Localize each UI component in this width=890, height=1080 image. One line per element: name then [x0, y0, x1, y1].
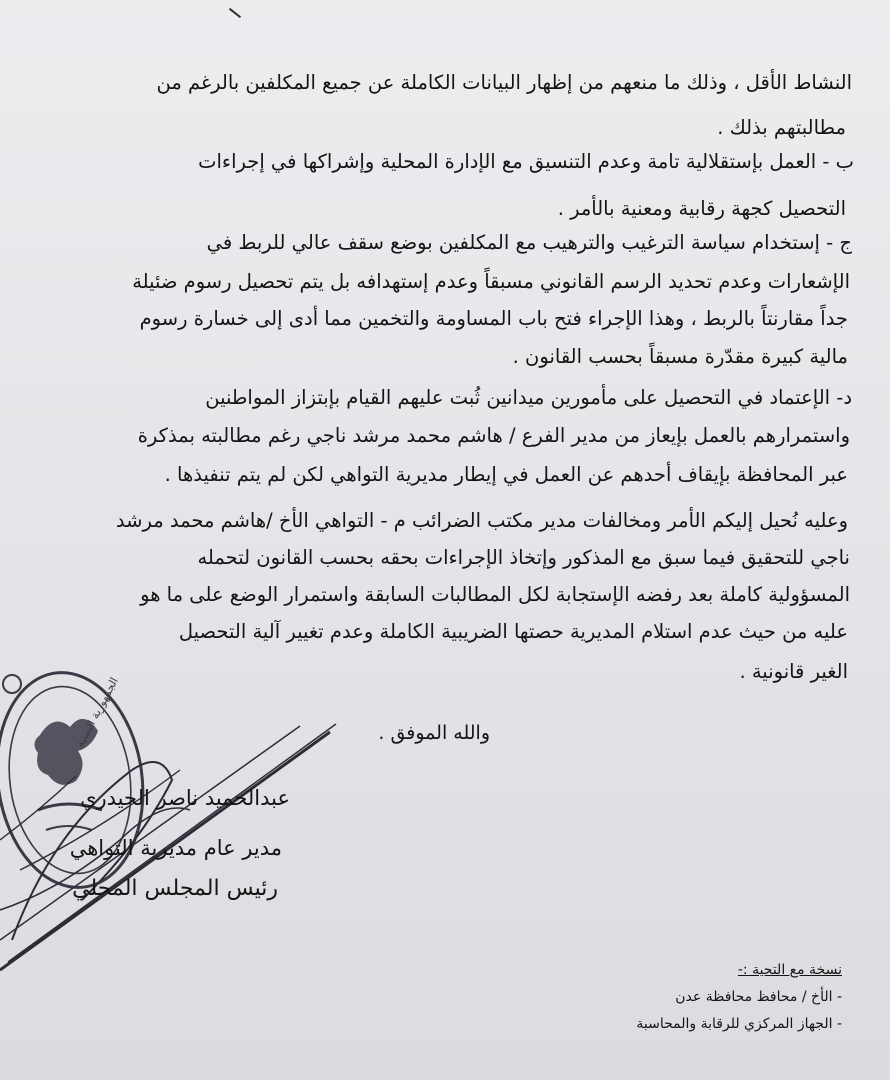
paragraph-d-line1: د- الإعتماد في التحصيل على مأمورين ميدانين ثُبت عليهم القيام بإبتزاز المواطنين: [205, 386, 852, 409]
paragraph-d-line2: واستمرارهم بالعمل بإيعاز من مدير الفرع / هاشم محمد مرشد ناجي رغم مطالبته بمذكرة: [137, 424, 850, 447]
paragraph-conclusion-line1: وعليه نُحيل إليكم الأمر ومخالفات مدير مكتب الضرائب م - التواهي الأخ /هاشم محمد مرشد: [115, 509, 848, 532]
stamp-text: الجمهورية اليمنية: [73, 675, 121, 750]
paragraph-c-line4: مالية كبيرة مقدّرة مسبقاً بحسب القانون .: [512, 345, 848, 368]
paragraph-top-line2: مطالبتهم بذلك .: [717, 116, 846, 139]
pen-mark: [229, 8, 241, 18]
copy-recipient-governor: - الأخ / محافظ محافظة عدن: [675, 989, 842, 1005]
copies-title: نسخة مع التحية :-: [737, 962, 842, 978]
paragraph-c-line2: الإشعارات وعدم تحديد الرسم القانوني مسبقاً وعدم إستهدافه بل يتم تحصيل رسوم ضئيلة: [132, 270, 850, 293]
paragraph-conclusion-line2: ناجي للتحقيق فيما سبق مع المذكور وإتخاذ الإجراءات بحقه بحسب القانون لتحمله: [197, 546, 850, 569]
paragraph-d-line3: عبر المحافظة بإيقاف أحدهم عن العمل في إيطار مديرية التواهي لكن لم يتم تنفيذها .: [164, 463, 848, 486]
official-stamp: [0, 640, 360, 980]
paragraph-b-line2: التحصيل كجهة رقابية ومعنية بالأمر .: [557, 197, 846, 220]
paragraph-conclusion-line4: عليه من حيث عدم استلام المديرية حصتها الضريبية الكاملة وعدم تغيير آلية التحصيل: [178, 620, 848, 643]
paragraph-c-line1: ج - إستخدام سياسة الترغيب والترهيب مع المكلفين بوضع سقف عالي للربط في: [206, 231, 852, 254]
paragraph-c-line3: جداً مقارنتاً بالربط ، وهذا الإجراء فتح باب المساومة والتخمين مما أدى إلى خسارة رسوم: [139, 307, 848, 330]
paragraph-b-line1: ب - العمل بإستقلالية تامة وعدم التنسيق مع الإدارة المحلية وإشراكها في إجراءات: [198, 150, 854, 173]
paragraph-top-line1: النشاط الأقل ، وذلك ما منعهم من إظهار البيانات الكاملة عن جميع المكلفين بالرغم من: [156, 71, 852, 94]
paragraph-conclusion-line5: الغير قانونية .: [739, 660, 848, 683]
signatory-council: رئيس المجلس المحلي: [72, 876, 278, 901]
signatory-name: عبدالحميد ناصر الحيدري: [80, 786, 290, 810]
copy-recipient-audit-bureau: - الجهاز المركزي للرقابة والمحاسبة: [636, 1016, 842, 1032]
signatory-title: مدير عام مديرية التواهي: [69, 836, 282, 860]
closing-line: والله الموفق .: [378, 722, 490, 744]
paragraph-conclusion-line3: المسؤولية كاملة بعد رفضه الإستجابة لكل المطالبات السابقة واستمرار الوضع على ما هو: [140, 583, 850, 606]
